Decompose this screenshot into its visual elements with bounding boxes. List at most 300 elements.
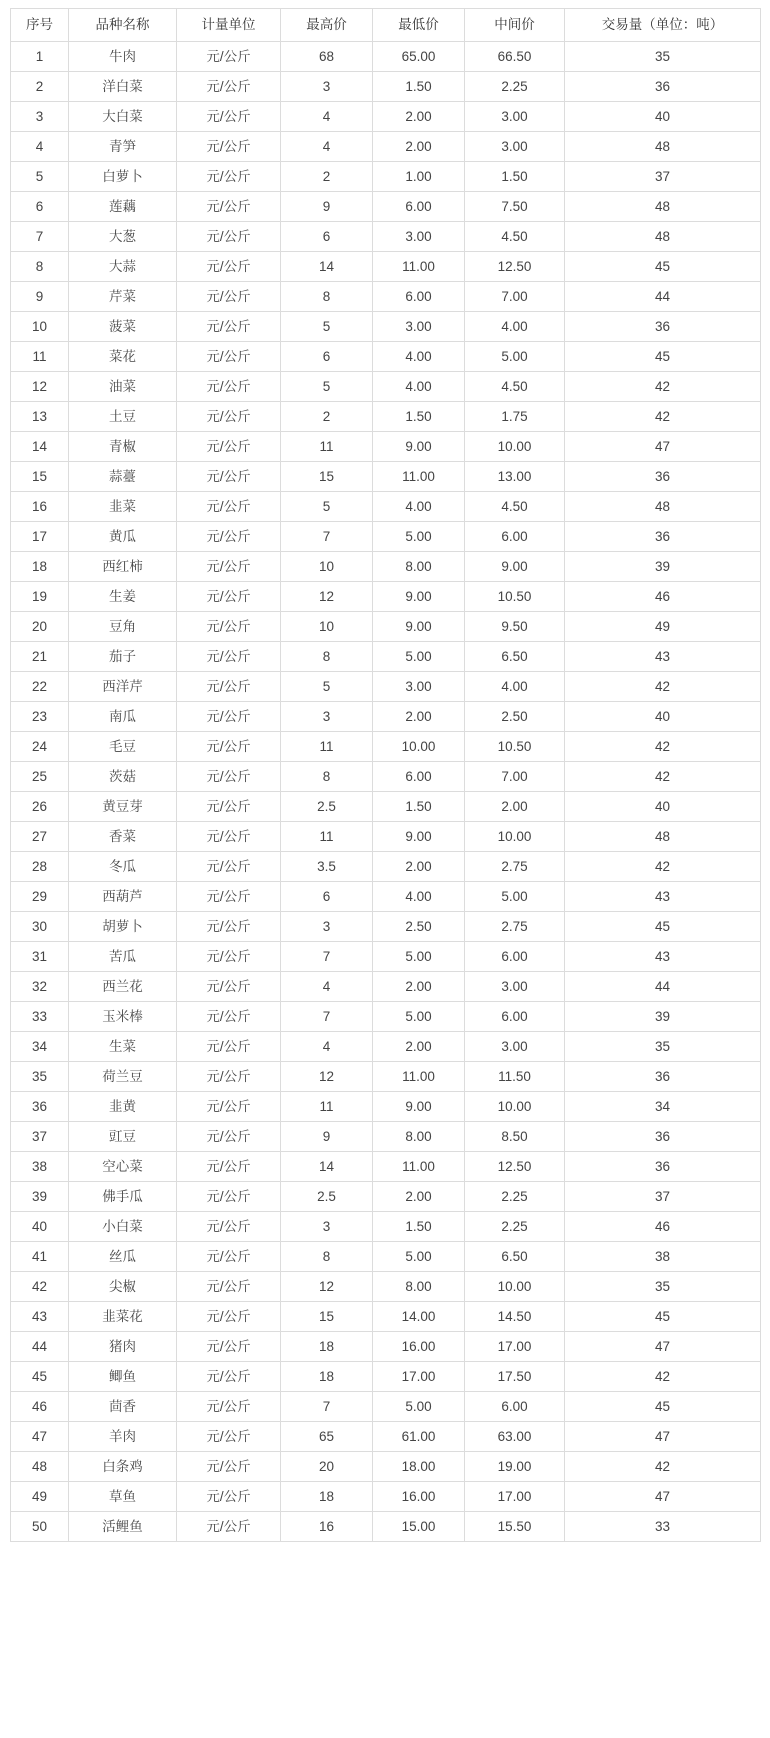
- cell-volume: 42: [565, 762, 761, 792]
- cell-mid-price: 13.00: [465, 462, 565, 492]
- cell-high-price: 5: [281, 372, 373, 402]
- cell-high-price: 16: [281, 1512, 373, 1542]
- cell-index: 3: [11, 102, 69, 132]
- cell-unit: 元/公斤: [177, 1452, 281, 1482]
- cell-volume: 36: [565, 522, 761, 552]
- cell-high-price: 14: [281, 252, 373, 282]
- cell-mid-price: 4.50: [465, 222, 565, 252]
- cell-high-price: 2.5: [281, 1182, 373, 1212]
- table-row: [11, 552, 761, 582]
- table-row: [11, 42, 761, 72]
- table-row: [11, 312, 761, 342]
- table-row: [11, 852, 761, 882]
- cell-name: 苦瓜: [69, 942, 177, 972]
- cell-low-price: 2.00: [373, 132, 465, 162]
- cell-mid-price: 4.50: [465, 492, 565, 522]
- cell-unit: 元/公斤: [177, 792, 281, 822]
- cell-mid-price: 10.00: [465, 1272, 565, 1302]
- cell-high-price: 6: [281, 882, 373, 912]
- cell-high-price: 18: [281, 1482, 373, 1512]
- cell-low-price: 16.00: [373, 1482, 465, 1512]
- cell-high-price: 8: [281, 642, 373, 672]
- cell-index: 13: [11, 402, 69, 432]
- cell-low-price: 1.50: [373, 792, 465, 822]
- cell-mid-price: 5.00: [465, 882, 565, 912]
- cell-low-price: 16.00: [373, 1332, 465, 1362]
- table-row: [11, 1152, 761, 1182]
- cell-low-price: 5.00: [373, 1392, 465, 1422]
- column-header-low-price: 最低价: [373, 9, 465, 42]
- cell-low-price: 8.00: [373, 1122, 465, 1152]
- cell-volume: 37: [565, 1182, 761, 1212]
- cell-index: 27: [11, 822, 69, 852]
- cell-low-price: 11.00: [373, 462, 465, 492]
- cell-index: 6: [11, 192, 69, 222]
- cell-low-price: 2.00: [373, 972, 465, 1002]
- cell-volume: 43: [565, 642, 761, 672]
- cell-high-price: 3: [281, 72, 373, 102]
- cell-high-price: 9: [281, 192, 373, 222]
- cell-low-price: 9.00: [373, 1092, 465, 1122]
- table-row: [11, 1362, 761, 1392]
- cell-name: 玉米棒: [69, 1002, 177, 1032]
- table-header: [11, 9, 761, 42]
- table-row: [11, 282, 761, 312]
- cell-mid-price: 5.00: [465, 342, 565, 372]
- cell-unit: 元/公斤: [177, 1332, 281, 1362]
- cell-mid-price: 17.00: [465, 1332, 565, 1362]
- cell-index: 46: [11, 1392, 69, 1422]
- table-row: [11, 642, 761, 672]
- cell-mid-price: 2.75: [465, 912, 565, 942]
- cell-name: 白条鸡: [69, 1452, 177, 1482]
- cell-low-price: 9.00: [373, 432, 465, 462]
- cell-high-price: 14: [281, 1152, 373, 1182]
- cell-mid-price: 1.50: [465, 162, 565, 192]
- column-header-index: 序号: [11, 9, 69, 42]
- cell-low-price: 2.00: [373, 1182, 465, 1212]
- cell-high-price: 11: [281, 822, 373, 852]
- table-row: [11, 1392, 761, 1422]
- cell-unit: 元/公斤: [177, 222, 281, 252]
- cell-high-price: 20: [281, 1452, 373, 1482]
- cell-name: 牛肉: [69, 42, 177, 72]
- cell-name: 白萝卜: [69, 162, 177, 192]
- cell-name: 大蒜: [69, 252, 177, 282]
- column-header-volume: 交易量（单位：吨）: [565, 9, 761, 42]
- cell-mid-price: 1.75: [465, 402, 565, 432]
- table-row: [11, 192, 761, 222]
- cell-mid-price: 8.50: [465, 1122, 565, 1152]
- cell-name: 佛手瓜: [69, 1182, 177, 1212]
- cell-high-price: 9: [281, 1122, 373, 1152]
- cell-name: 尖椒: [69, 1272, 177, 1302]
- cell-high-price: 68: [281, 42, 373, 72]
- cell-volume: 43: [565, 942, 761, 972]
- cell-mid-price: 2.25: [465, 1182, 565, 1212]
- table-row: [11, 1422, 761, 1452]
- cell-high-price: 4: [281, 972, 373, 1002]
- cell-index: 28: [11, 852, 69, 882]
- cell-mid-price: 17.50: [465, 1362, 565, 1392]
- cell-mid-price: 19.00: [465, 1452, 565, 1482]
- cell-index: 10: [11, 312, 69, 342]
- table-row: [11, 342, 761, 372]
- cell-index: 49: [11, 1482, 69, 1512]
- cell-volume: 42: [565, 402, 761, 432]
- cell-volume: 43: [565, 882, 761, 912]
- table-row: [11, 372, 761, 402]
- cell-volume: 42: [565, 1362, 761, 1392]
- cell-low-price: 2.50: [373, 912, 465, 942]
- cell-low-price: 2.00: [373, 102, 465, 132]
- table-row: [11, 72, 761, 102]
- cell-index: 14: [11, 432, 69, 462]
- cell-index: 40: [11, 1212, 69, 1242]
- cell-low-price: 10.00: [373, 732, 465, 762]
- cell-index: 39: [11, 1182, 69, 1212]
- cell-name: 茄子: [69, 642, 177, 672]
- cell-index: 38: [11, 1152, 69, 1182]
- cell-mid-price: 4.00: [465, 312, 565, 342]
- cell-high-price: 10: [281, 612, 373, 642]
- cell-volume: 36: [565, 1122, 761, 1152]
- cell-unit: 元/公斤: [177, 912, 281, 942]
- cell-unit: 元/公斤: [177, 612, 281, 642]
- cell-index: 12: [11, 372, 69, 402]
- cell-name: 西葫芦: [69, 882, 177, 912]
- cell-name: 活鲤鱼: [69, 1512, 177, 1542]
- cell-low-price: 5.00: [373, 942, 465, 972]
- cell-unit: 元/公斤: [177, 1032, 281, 1062]
- table-row: [11, 1212, 761, 1242]
- cell-low-price: 1.50: [373, 1212, 465, 1242]
- cell-mid-price: 6.00: [465, 1002, 565, 1032]
- cell-low-price: 8.00: [373, 552, 465, 582]
- cell-mid-price: 10.00: [465, 432, 565, 462]
- cell-unit: 元/公斤: [177, 192, 281, 222]
- cell-name: 西洋芹: [69, 672, 177, 702]
- cell-low-price: 14.00: [373, 1302, 465, 1332]
- cell-index: 42: [11, 1272, 69, 1302]
- cell-unit: 元/公斤: [177, 372, 281, 402]
- cell-index: 36: [11, 1092, 69, 1122]
- cell-volume: 40: [565, 102, 761, 132]
- table-row: [11, 582, 761, 612]
- cell-index: 11: [11, 342, 69, 372]
- cell-index: 5: [11, 162, 69, 192]
- cell-volume: 35: [565, 1032, 761, 1062]
- cell-unit: 元/公斤: [177, 552, 281, 582]
- cell-volume: 36: [565, 312, 761, 342]
- table-row: [11, 702, 761, 732]
- cell-unit: 元/公斤: [177, 522, 281, 552]
- table-row: [11, 1272, 761, 1302]
- cell-high-price: 6: [281, 222, 373, 252]
- cell-mid-price: 3.00: [465, 972, 565, 1002]
- cell-name: 豆角: [69, 612, 177, 642]
- table-row: [11, 432, 761, 462]
- cell-name: 茨菇: [69, 762, 177, 792]
- cell-volume: 48: [565, 822, 761, 852]
- cell-unit: 元/公斤: [177, 342, 281, 372]
- cell-low-price: 17.00: [373, 1362, 465, 1392]
- cell-high-price: 5: [281, 312, 373, 342]
- cell-mid-price: 3.00: [465, 1032, 565, 1062]
- cell-unit: 元/公斤: [177, 672, 281, 702]
- cell-low-price: 9.00: [373, 612, 465, 642]
- cell-mid-price: 4.00: [465, 672, 565, 702]
- cell-index: 1: [11, 42, 69, 72]
- cell-mid-price: 7.50: [465, 192, 565, 222]
- cell-volume: 33: [565, 1512, 761, 1542]
- cell-volume: 39: [565, 552, 761, 582]
- cell-index: 44: [11, 1332, 69, 1362]
- cell-unit: 元/公斤: [177, 102, 281, 132]
- cell-low-price: 11.00: [373, 1062, 465, 1092]
- cell-high-price: 5: [281, 672, 373, 702]
- cell-low-price: 5.00: [373, 522, 465, 552]
- cell-volume: 42: [565, 732, 761, 762]
- cell-unit: 元/公斤: [177, 282, 281, 312]
- cell-mid-price: 10.00: [465, 822, 565, 852]
- cell-mid-price: 15.50: [465, 1512, 565, 1542]
- cell-name: 青椒: [69, 432, 177, 462]
- cell-mid-price: 12.50: [465, 1152, 565, 1182]
- cell-name: 韭黄: [69, 1092, 177, 1122]
- cell-mid-price: 6.50: [465, 642, 565, 672]
- cell-name: 冬瓜: [69, 852, 177, 882]
- table-body: [11, 42, 761, 1542]
- cell-volume: 47: [565, 1422, 761, 1452]
- cell-low-price: 9.00: [373, 582, 465, 612]
- cell-index: 24: [11, 732, 69, 762]
- cell-volume: 45: [565, 1302, 761, 1332]
- cell-mid-price: 2.50: [465, 702, 565, 732]
- table-row: [11, 492, 761, 522]
- cell-name: 芹菜: [69, 282, 177, 312]
- cell-name: 洋白菜: [69, 72, 177, 102]
- cell-mid-price: 6.00: [465, 942, 565, 972]
- cell-volume: 44: [565, 282, 761, 312]
- column-header-high-price: 最高价: [281, 9, 373, 42]
- cell-unit: 元/公斤: [177, 972, 281, 1002]
- table-row: [11, 132, 761, 162]
- cell-low-price: 1.50: [373, 72, 465, 102]
- cell-volume: 38: [565, 1242, 761, 1272]
- table-row: [11, 222, 761, 252]
- cell-low-price: 3.00: [373, 672, 465, 702]
- cell-volume: 48: [565, 132, 761, 162]
- cell-high-price: 4: [281, 132, 373, 162]
- cell-index: 32: [11, 972, 69, 1002]
- cell-mid-price: 4.50: [465, 372, 565, 402]
- cell-name: 莲藕: [69, 192, 177, 222]
- cell-index: 19: [11, 582, 69, 612]
- table-row: [11, 762, 761, 792]
- cell-high-price: 3.5: [281, 852, 373, 882]
- cell-volume: 49: [565, 612, 761, 642]
- cell-low-price: 8.00: [373, 1272, 465, 1302]
- cell-high-price: 2.5: [281, 792, 373, 822]
- cell-name: 猪肉: [69, 1332, 177, 1362]
- cell-mid-price: 6.00: [465, 1392, 565, 1422]
- cell-index: 29: [11, 882, 69, 912]
- cell-index: 2: [11, 72, 69, 102]
- cell-name: 小白菜: [69, 1212, 177, 1242]
- cell-low-price: 6.00: [373, 762, 465, 792]
- cell-low-price: 2.00: [373, 852, 465, 882]
- table-row: [11, 1242, 761, 1272]
- cell-volume: 45: [565, 342, 761, 372]
- cell-mid-price: 10.50: [465, 582, 565, 612]
- cell-volume: 45: [565, 252, 761, 282]
- cell-mid-price: 2.00: [465, 792, 565, 822]
- cell-high-price: 7: [281, 522, 373, 552]
- cell-name: 黄瓜: [69, 522, 177, 552]
- cell-mid-price: 11.50: [465, 1062, 565, 1092]
- cell-high-price: 7: [281, 1392, 373, 1422]
- cell-unit: 元/公斤: [177, 462, 281, 492]
- cell-unit: 元/公斤: [177, 1122, 281, 1152]
- cell-low-price: 11.00: [373, 252, 465, 282]
- cell-high-price: 15: [281, 1302, 373, 1332]
- cell-unit: 元/公斤: [177, 822, 281, 852]
- cell-index: 43: [11, 1302, 69, 1332]
- cell-volume: 40: [565, 792, 761, 822]
- cell-index: 17: [11, 522, 69, 552]
- table-row: [11, 522, 761, 552]
- cell-index: 20: [11, 612, 69, 642]
- cell-index: 35: [11, 1062, 69, 1092]
- cell-unit: 元/公斤: [177, 1482, 281, 1512]
- cell-unit: 元/公斤: [177, 1062, 281, 1092]
- cell-index: 47: [11, 1422, 69, 1452]
- column-header-mid-price: 中间价: [465, 9, 565, 42]
- cell-unit: 元/公斤: [177, 1092, 281, 1122]
- cell-low-price: 11.00: [373, 1152, 465, 1182]
- cell-name: 鲫鱼: [69, 1362, 177, 1392]
- cell-index: 50: [11, 1512, 69, 1542]
- cell-mid-price: 12.50: [465, 252, 565, 282]
- table-row: [11, 912, 761, 942]
- cell-index: 41: [11, 1242, 69, 1272]
- cell-unit: 元/公斤: [177, 1512, 281, 1542]
- cell-high-price: 3: [281, 912, 373, 942]
- cell-name: 西红柿: [69, 552, 177, 582]
- cell-name: 菠菜: [69, 312, 177, 342]
- cell-high-price: 11: [281, 432, 373, 462]
- cell-index: 45: [11, 1362, 69, 1392]
- cell-unit: 元/公斤: [177, 1242, 281, 1272]
- table-row: [11, 402, 761, 432]
- cell-mid-price: 63.00: [465, 1422, 565, 1452]
- cell-mid-price: 9.50: [465, 612, 565, 642]
- cell-name: 南瓜: [69, 702, 177, 732]
- cell-high-price: 11: [281, 1092, 373, 1122]
- cell-index: 9: [11, 282, 69, 312]
- cell-high-price: 4: [281, 102, 373, 132]
- table-row: [11, 1452, 761, 1482]
- cell-low-price: 3.00: [373, 312, 465, 342]
- cell-name: 毛豆: [69, 732, 177, 762]
- cell-high-price: 8: [281, 762, 373, 792]
- cell-name: 香菜: [69, 822, 177, 852]
- cell-low-price: 5.00: [373, 1242, 465, 1272]
- table-row: [11, 1062, 761, 1092]
- table-row: [11, 1332, 761, 1362]
- cell-name: 茴香: [69, 1392, 177, 1422]
- table-row: [11, 732, 761, 762]
- cell-name: 韭菜: [69, 492, 177, 522]
- cell-volume: 35: [565, 1272, 761, 1302]
- cell-unit: 元/公斤: [177, 1302, 281, 1332]
- table-row: [11, 942, 761, 972]
- cell-name: 荷兰豆: [69, 1062, 177, 1092]
- cell-unit: 元/公斤: [177, 882, 281, 912]
- table-row: [11, 1512, 761, 1542]
- cell-mid-price: 14.50: [465, 1302, 565, 1332]
- cell-volume: 39: [565, 1002, 761, 1032]
- cell-volume: 36: [565, 462, 761, 492]
- cell-unit: 元/公斤: [177, 1152, 281, 1182]
- cell-low-price: 5.00: [373, 642, 465, 672]
- cell-unit: 元/公斤: [177, 1002, 281, 1032]
- cell-volume: 47: [565, 1332, 761, 1362]
- table-row: [11, 102, 761, 132]
- table-row: [11, 1122, 761, 1152]
- cell-low-price: 3.00: [373, 222, 465, 252]
- cell-volume: 45: [565, 1392, 761, 1422]
- cell-high-price: 2: [281, 162, 373, 192]
- cell-mid-price: 9.00: [465, 552, 565, 582]
- cell-high-price: 12: [281, 1062, 373, 1092]
- cell-index: 33: [11, 1002, 69, 1032]
- cell-index: 21: [11, 642, 69, 672]
- cell-name: 菜花: [69, 342, 177, 372]
- cell-low-price: 61.00: [373, 1422, 465, 1452]
- cell-unit: 元/公斤: [177, 1422, 281, 1452]
- cell-name: 大白菜: [69, 102, 177, 132]
- cell-volume: 47: [565, 432, 761, 462]
- cell-high-price: 15: [281, 462, 373, 492]
- cell-name: 韭菜花: [69, 1302, 177, 1332]
- cell-unit: 元/公斤: [177, 942, 281, 972]
- cell-unit: 元/公斤: [177, 582, 281, 612]
- cell-unit: 元/公斤: [177, 72, 281, 102]
- table-row: [11, 162, 761, 192]
- cell-high-price: 8: [281, 1242, 373, 1272]
- cell-volume: 37: [565, 162, 761, 192]
- cell-index: 26: [11, 792, 69, 822]
- cell-high-price: 3: [281, 1212, 373, 1242]
- cell-mid-price: 6.50: [465, 1242, 565, 1272]
- cell-mid-price: 3.00: [465, 132, 565, 162]
- cell-unit: 元/公斤: [177, 162, 281, 192]
- cell-name: 蒜薹: [69, 462, 177, 492]
- cell-mid-price: 10.50: [465, 732, 565, 762]
- cell-unit: 元/公斤: [177, 432, 281, 462]
- cell-volume: 46: [565, 582, 761, 612]
- cell-index: 4: [11, 132, 69, 162]
- cell-volume: 42: [565, 852, 761, 882]
- cell-high-price: 65: [281, 1422, 373, 1452]
- cell-volume: 34: [565, 1092, 761, 1122]
- cell-unit: 元/公斤: [177, 132, 281, 162]
- cell-volume: 48: [565, 492, 761, 522]
- cell-unit: 元/公斤: [177, 642, 281, 672]
- cell-volume: 46: [565, 1212, 761, 1242]
